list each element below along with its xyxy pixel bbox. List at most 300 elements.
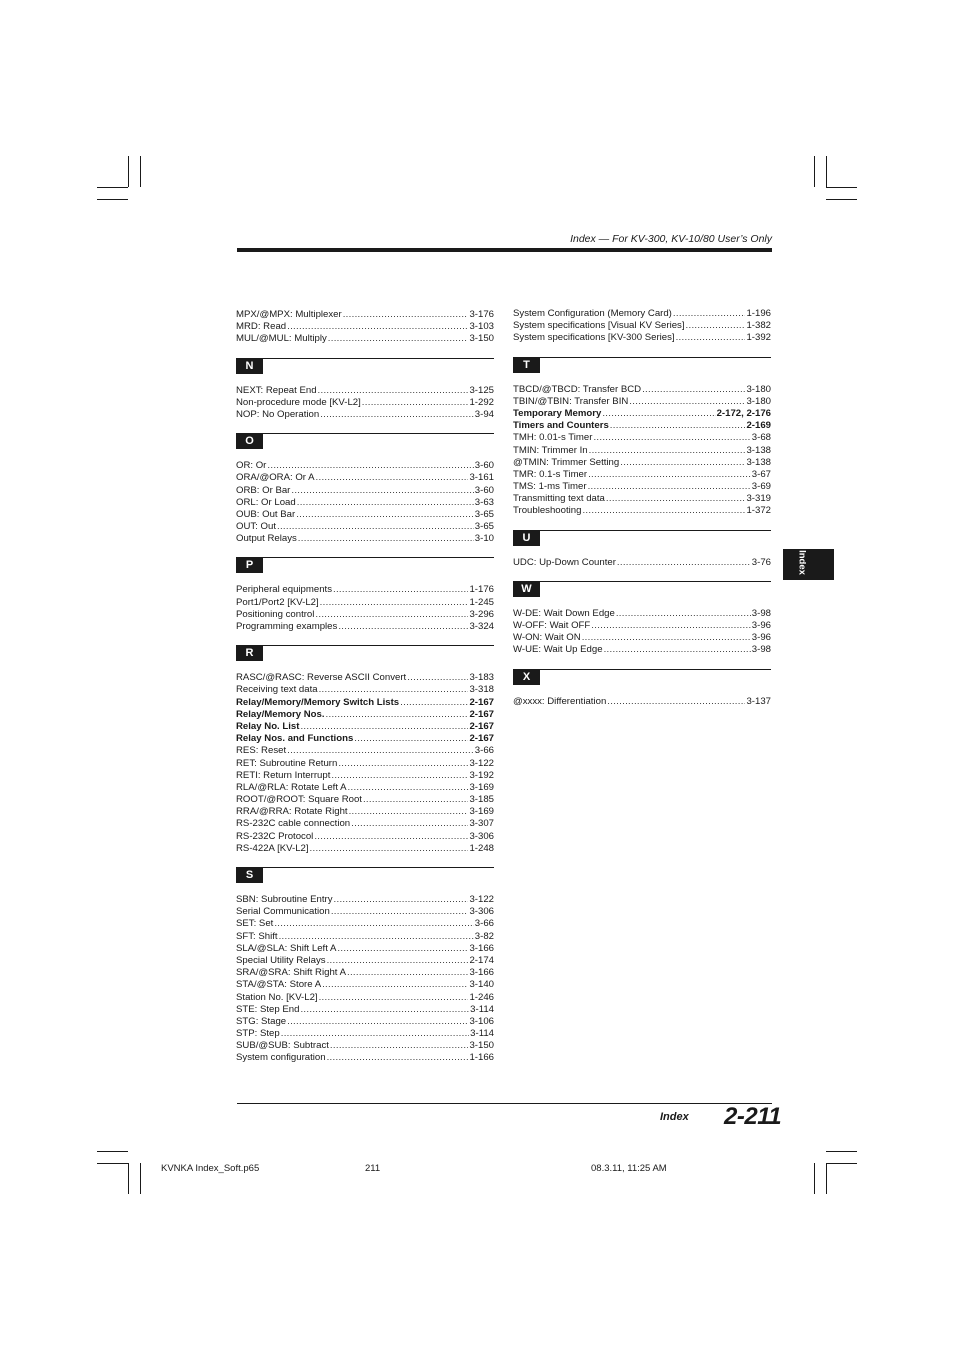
index-entry[interactable]	[513, 696, 771, 708]
index-entry-term: ORA/@ORA: Or A	[236, 472, 315, 484]
index-entry-page: 3-114	[470, 1003, 494, 1015]
index-entry-term: SUB/@SUB: Subtract	[236, 1040, 329, 1052]
index-entry-term: OUT: Out	[236, 521, 276, 533]
index-column-left	[236, 309, 494, 1065]
dot-leader	[328, 333, 469, 345]
index-entry-page: 3-106	[469, 1015, 494, 1027]
index-entry-term: TMR: 0.1-s Timer	[513, 468, 588, 480]
dot-leader	[319, 684, 469, 696]
index-entry-term: W-ON: Wait ON	[513, 632, 581, 644]
dot-leader	[315, 609, 468, 621]
index-entry-term: System specifications [KV-300 Series]	[513, 332, 675, 344]
index-entry-page: 3-192	[469, 769, 494, 781]
crop-mark	[826, 156, 827, 187]
index-entry-term: RS-422A [KV-L2]	[236, 842, 309, 854]
index-entry[interactable]	[513, 557, 771, 569]
index-entry-term: SRA/@SRA: Shift Right A	[236, 967, 346, 979]
dot-leader	[277, 521, 474, 533]
dot-leader	[354, 733, 468, 745]
index-entry-page: 3-318	[469, 684, 494, 696]
index-entry[interactable]	[236, 497, 494, 509]
index-entry[interactable]	[236, 955, 494, 967]
section-letter: X	[513, 670, 540, 685]
dot-leader	[337, 943, 468, 955]
index-entry[interactable]	[236, 385, 494, 397]
crop-mark	[140, 156, 141, 187]
index-entry-page: 3-169	[469, 806, 494, 818]
index-entry[interactable]	[236, 943, 494, 955]
dot-leader	[617, 557, 751, 569]
index-entry-page: 1-248	[469, 842, 494, 854]
index-entry-term: STE: Step End	[236, 1003, 300, 1015]
crop-mark	[97, 199, 128, 200]
index-entry-page: 3-65	[474, 521, 494, 533]
index-entry-page: 1-176	[469, 584, 494, 596]
section-heading	[513, 357, 771, 374]
index-entry[interactable]	[513, 320, 771, 332]
dot-leader	[326, 709, 469, 721]
index-entry-page: 3-98	[751, 644, 771, 656]
index-entry[interactable]	[236, 721, 494, 733]
index-entry-term: Relay No. List	[236, 720, 300, 732]
index-entry-term: W-DE: Wait Down Edge	[513, 607, 615, 619]
index-entry-page: 3-98	[751, 607, 771, 619]
index-entry[interactable]	[513, 432, 771, 444]
dot-leader	[606, 493, 746, 505]
index-entry-term: MUL/@MUL: Multiply	[236, 333, 327, 345]
section-letter: T	[513, 358, 540, 373]
section-letter: P	[236, 558, 263, 573]
index-entry-page: 3-114	[470, 1028, 494, 1040]
index-entry-page: 3-150	[469, 333, 494, 345]
footer-rule	[237, 1103, 772, 1104]
dot-leader	[297, 497, 474, 509]
index-entry-page: 3-185	[469, 794, 494, 806]
index-entry[interactable]	[236, 509, 494, 521]
index-entry[interactable]	[513, 493, 771, 505]
index-entry[interactable]	[513, 420, 771, 432]
index-entry-term: W-OFF: Wait OFF	[513, 620, 591, 631]
index-entry[interactable]	[236, 397, 494, 409]
index-entry-term: SLA/@SLA: Shift Left A	[236, 942, 337, 954]
index-entry-term: Programming examples	[236, 621, 338, 632]
index-entry[interactable]	[236, 309, 494, 321]
dot-leader	[331, 906, 469, 918]
dot-leader	[629, 396, 745, 408]
dot-leader	[582, 632, 751, 644]
index-entry[interactable]	[236, 609, 494, 621]
index-entry-page: 2-167	[469, 708, 494, 720]
index-entry[interactable]	[236, 321, 494, 333]
dot-leader	[351, 818, 468, 830]
dot-leader	[316, 472, 469, 484]
index-entry-term: Relay Nos. and Functions	[236, 733, 354, 745]
index-entry-page: 3-166	[469, 967, 494, 979]
dot-leader	[593, 432, 750, 444]
index-entry-term: Timers and Counters	[513, 420, 609, 432]
section-heading	[236, 557, 494, 574]
dot-leader	[287, 745, 474, 757]
index-entry[interactable]	[236, 967, 494, 979]
index-entry-page: 3-138	[746, 456, 771, 468]
index-entry-term: TMS: 1-ms Timer	[513, 481, 587, 493]
index-entry-page: 3-60	[474, 484, 494, 496]
index-entry[interactable]	[236, 992, 494, 1004]
dot-leader	[318, 385, 469, 397]
crop-mark	[814, 1163, 815, 1194]
dot-leader	[642, 384, 745, 396]
index-side-tab[interactable]	[783, 549, 834, 580]
dot-leader	[676, 332, 746, 344]
dot-leader	[314, 831, 468, 843]
index-entry[interactable]	[513, 396, 771, 408]
index-entry-page: 2-174	[469, 954, 494, 966]
index-entry-page: 3-319	[746, 493, 771, 505]
crop-mark	[814, 156, 815, 187]
slug-file-name: KVNKA Index_Soft.p65	[161, 1163, 260, 1174]
index-entry[interactable]	[236, 333, 494, 345]
dot-leader	[281, 1028, 469, 1040]
index-entry-page: 3-63	[474, 496, 494, 508]
dot-leader	[274, 918, 473, 930]
index-entry-term: SBN: Subroutine Entry	[236, 894, 333, 905]
index-entry[interactable]	[513, 384, 771, 396]
index-entry[interactable]	[236, 521, 494, 533]
section-letter: S	[236, 868, 263, 883]
index-entry-page: 3-166	[469, 942, 494, 954]
crop-mark	[826, 1163, 857, 1164]
index-entry[interactable]	[513, 469, 771, 481]
index-entry-term: TMIN: Trimmer In	[513, 444, 588, 456]
index-entry-page: 1-245	[469, 596, 494, 608]
index-entry-term: Non-procedure mode [KV-L2]	[236, 396, 361, 408]
section-heading	[513, 530, 771, 547]
dot-leader	[319, 992, 469, 1004]
index-entry-page: 2-172, 2-176	[716, 407, 771, 419]
index-entry-page: 1-166	[469, 1052, 494, 1064]
crop-mark	[97, 187, 128, 188]
index-entry-page: 1-372	[746, 505, 771, 517]
index-entry[interactable]	[236, 818, 494, 830]
index-entry-page: 3-94	[474, 408, 494, 420]
slug-page: 211	[365, 1163, 381, 1174]
dot-leader	[338, 621, 468, 633]
index-entry-term: Output Relays	[236, 533, 297, 545]
index-entry-term: @xxxx: Differentiation	[513, 695, 607, 707]
index-entry-page: 3-169	[469, 781, 494, 793]
index-entry-term: RS-232C Protocol	[236, 830, 314, 842]
index-entry-term: Port1/Port2 [KV-L2]	[236, 596, 319, 608]
dot-leader	[298, 533, 474, 545]
index-entry-page: 1-246	[469, 991, 494, 1003]
dot-leader	[279, 931, 474, 943]
index-entry[interactable]	[236, 931, 494, 943]
index-entry[interactable]	[236, 1016, 494, 1028]
index-entry-term: Relay/Memory/Memory Switch Lists	[236, 696, 400, 708]
index-entry[interactable]	[236, 597, 494, 609]
index-entry[interactable]	[513, 408, 771, 420]
dot-leader	[334, 894, 469, 906]
crop-mark	[128, 1163, 129, 1194]
dot-leader	[348, 782, 469, 794]
index-entry-term: System configuration	[236, 1052, 326, 1064]
dot-leader	[331, 770, 468, 782]
dot-leader	[330, 1040, 469, 1052]
index-entry-term: SFT: Shift	[236, 930, 278, 942]
dot-leader	[362, 397, 469, 409]
dot-leader	[338, 758, 468, 770]
index-entry[interactable]	[513, 620, 771, 632]
index-entry-page: 2-167	[469, 696, 494, 708]
index-entry-term: RES: Reset	[236, 745, 287, 757]
index-entry-page: 3-66	[474, 918, 494, 930]
index-entry[interactable]	[513, 308, 771, 320]
index-entry[interactable]	[236, 794, 494, 806]
index-entry-term: Receiving text data	[236, 684, 318, 696]
index-entry-term: TMH: 0.01-s Timer	[513, 432, 593, 444]
index-entry-page: 3-306	[469, 830, 494, 842]
index-entry-term: OUB: Out Bar	[236, 508, 296, 520]
crop-mark	[826, 1163, 827, 1194]
dot-leader	[300, 721, 468, 733]
dot-leader	[347, 967, 468, 979]
index-entry[interactable]	[236, 894, 494, 906]
dot-leader	[673, 308, 746, 320]
index-entry[interactable]	[236, 918, 494, 930]
index-entry-page: 3-324	[469, 621, 494, 632]
index-entry-term: RASC/@RASC: Reverse ASCII Convert	[236, 672, 407, 684]
dot-leader	[407, 672, 468, 684]
index-entry-term: OR: Or	[236, 460, 267, 472]
index-entry-term: MPX/@MPX: Multiplexer	[236, 309, 342, 320]
index-entry[interactable]	[513, 332, 771, 344]
index-entry[interactable]	[236, 831, 494, 843]
dot-leader	[607, 696, 745, 708]
dot-leader	[320, 597, 469, 609]
index-entry-page: 3-96	[751, 620, 771, 631]
footer-section-label: Index	[660, 1111, 689, 1123]
index-entry[interactable]	[236, 472, 494, 484]
section-letter: O	[236, 434, 263, 449]
index-entry-page: 1-382	[746, 320, 771, 332]
index-entry-term: NEXT: Repeat End	[236, 384, 317, 396]
dot-leader	[310, 843, 469, 855]
index-entry[interactable]	[236, 621, 494, 633]
index-entry-page: 3-69	[751, 481, 771, 493]
index-entry-term: RET: Subroutine Return	[236, 757, 338, 769]
index-entry[interactable]	[513, 505, 771, 517]
index-entry-page: 3-60	[474, 460, 494, 472]
index-entry[interactable]	[236, 1040, 494, 1052]
index-entry-term: Relay/Memory Nos.	[236, 708, 325, 720]
index-entry[interactable]	[236, 697, 494, 709]
index-entry[interactable]	[236, 745, 494, 757]
index-entry-page: 3-176	[469, 309, 494, 320]
index-entry-term: Temporary Memory	[513, 407, 602, 419]
dot-leader	[327, 955, 469, 967]
dot-leader	[267, 460, 473, 472]
index-entry[interactable]	[236, 733, 494, 745]
index-entry-term: SET: Set	[236, 918, 274, 930]
dot-leader	[287, 321, 468, 333]
index-entry-page: 3-138	[746, 444, 771, 456]
index-entry-term: Troubleshooting	[513, 505, 582, 517]
index-entry[interactable]	[236, 533, 494, 545]
index-entry-term: STP: Step	[236, 1028, 280, 1040]
index-entry[interactable]	[236, 409, 494, 421]
index-entry-page: 3-307	[469, 818, 494, 830]
crop-mark	[97, 1151, 128, 1152]
index-entry[interactable]	[236, 709, 494, 721]
dot-leader	[620, 457, 745, 469]
index-entry[interactable]	[513, 644, 771, 656]
index-entry[interactable]	[236, 1028, 494, 1040]
section-heading	[513, 581, 771, 598]
index-entry-term: System specifications [Visual KV Series]	[513, 320, 685, 332]
index-entry-page: 3-306	[469, 906, 494, 918]
index-entry-page: 3-96	[751, 632, 771, 644]
index-entry-page: 2-167	[469, 733, 494, 745]
dot-leader	[291, 485, 473, 497]
index-entry-term: System Configuration (Memory Card)	[513, 308, 672, 319]
index-entry-page: 3-180	[746, 383, 771, 395]
crop-mark	[826, 199, 857, 200]
dot-leader	[686, 320, 746, 332]
crop-mark	[826, 187, 857, 188]
index-entry-term: ORL: Or Load	[236, 496, 296, 508]
crop-mark	[128, 156, 129, 187]
dot-leader	[602, 408, 715, 420]
index-entry-term: @TMIN: Trimmer Setting	[513, 456, 620, 468]
dot-leader	[327, 1052, 469, 1064]
index-entry[interactable]	[236, 1004, 494, 1016]
index-entry-page: 3-137	[746, 695, 771, 707]
crop-mark	[826, 1151, 857, 1152]
section-letter: R	[236, 646, 263, 661]
index-entry[interactable]	[513, 608, 771, 620]
index-entry-term: STG: Stage	[236, 1015, 287, 1027]
index-entry-page: 3-67	[751, 468, 771, 480]
index-entry-page: 2-169	[746, 420, 771, 432]
crop-mark	[140, 1163, 141, 1194]
index-entry-term: Positioning control	[236, 608, 315, 620]
dot-leader	[610, 420, 746, 432]
index-entry-page: 1-392	[746, 332, 771, 344]
section-heading	[236, 645, 494, 662]
index-entry-page: 3-150	[469, 1040, 494, 1052]
index-entry-term: Station No. [KV-L2]	[236, 991, 318, 1003]
index-entry[interactable]	[236, 906, 494, 918]
index-entry[interactable]	[236, 758, 494, 770]
index-entry-page: 1-196	[746, 308, 771, 319]
dot-leader	[300, 1004, 469, 1016]
dot-leader	[287, 1016, 468, 1028]
index-entry[interactable]	[513, 457, 771, 469]
index-entry-term: RS-232C cable connection	[236, 818, 351, 830]
dot-leader	[363, 794, 468, 806]
index-entry[interactable]	[236, 806, 494, 818]
index-entry[interactable]	[236, 584, 494, 596]
index-entry-term: ROOT/@ROOT: Square Root	[236, 794, 362, 806]
dot-leader	[349, 806, 469, 818]
index-entry-page: 3-76	[751, 556, 771, 568]
index-entry[interactable]	[236, 1052, 494, 1064]
dot-leader	[588, 469, 751, 481]
index-entry-page: 1-292	[469, 396, 494, 408]
index-entry[interactable]	[236, 460, 494, 472]
slug-timestamp: 08.3.11, 11:25 AM	[591, 1163, 667, 1174]
side-tab-label: Index	[796, 550, 808, 575]
index-entry-page: 3-183	[469, 672, 494, 684]
section-heading	[236, 867, 494, 884]
index-entry-page: 3-180	[746, 395, 771, 407]
index-entry[interactable]	[236, 770, 494, 782]
index-entry-page: 2-167	[469, 720, 494, 732]
index-entry-term: UDC: Up-Down Counter	[513, 556, 616, 568]
dot-leader	[616, 608, 751, 620]
section-heading	[236, 433, 494, 450]
section-heading	[236, 358, 494, 375]
dot-leader	[588, 481, 751, 493]
index-entry-term: TBIN/@TBIN: Transfer BIN	[513, 395, 629, 407]
dot-leader	[296, 509, 474, 521]
dot-leader	[320, 409, 474, 421]
index-entry-page: 3-125	[469, 384, 494, 396]
index-entry-page: 3-103	[469, 321, 494, 333]
index-entry-term: ORB: Or Bar	[236, 484, 291, 496]
dot-leader	[400, 697, 468, 709]
index-entry[interactable]	[513, 481, 771, 493]
dot-leader	[589, 445, 746, 457]
index-entry-page: 3-68	[751, 432, 771, 444]
index-entry-term: Peripheral equipments	[236, 584, 332, 596]
index-entry[interactable]	[513, 445, 771, 457]
running-header: Index — For KV-300, KV-10/80 User’s Only	[570, 233, 772, 245]
index-entry-page: 3-122	[469, 894, 494, 905]
index-entry[interactable]	[236, 672, 494, 684]
index-entry[interactable]	[236, 684, 494, 696]
index-entry-page: 3-65	[474, 508, 494, 520]
section-letter: W	[513, 582, 540, 597]
index-entry-term: RRA/@RRA: Rotate Right	[236, 806, 348, 818]
dot-leader	[591, 620, 751, 632]
dot-leader	[322, 979, 468, 991]
index-entry-term: RETI: Return Interrupt	[236, 769, 331, 781]
section-heading	[513, 669, 771, 686]
index-entry-page: 3-82	[474, 930, 494, 942]
index-entry-term: RLA/@RLA: Rotate Left A	[236, 781, 347, 793]
header-rule	[237, 248, 772, 252]
index-entry[interactable]	[513, 632, 771, 644]
index-entry[interactable]	[236, 843, 494, 855]
index-entry-page: 3-10	[474, 533, 494, 545]
dot-leader	[333, 584, 468, 596]
index-entry-page: 3-122	[469, 757, 494, 769]
index-column-right	[513, 308, 771, 708]
index-entry-term: Special Utility Relays	[236, 954, 326, 966]
page-number: 2-211	[724, 1103, 782, 1130]
index-entry-page: 3-296	[469, 608, 494, 620]
index-entry-term: NOP: No Operation	[236, 408, 320, 420]
index-entry-page: 3-140	[469, 979, 494, 991]
index-entry[interactable]	[236, 782, 494, 794]
crop-mark	[97, 1163, 128, 1164]
dot-leader	[582, 505, 745, 517]
index-entry[interactable]	[236, 979, 494, 991]
index-entry[interactable]	[236, 485, 494, 497]
dot-leader	[604, 644, 751, 656]
index-entry-term: MRD: Read	[236, 321, 287, 333]
